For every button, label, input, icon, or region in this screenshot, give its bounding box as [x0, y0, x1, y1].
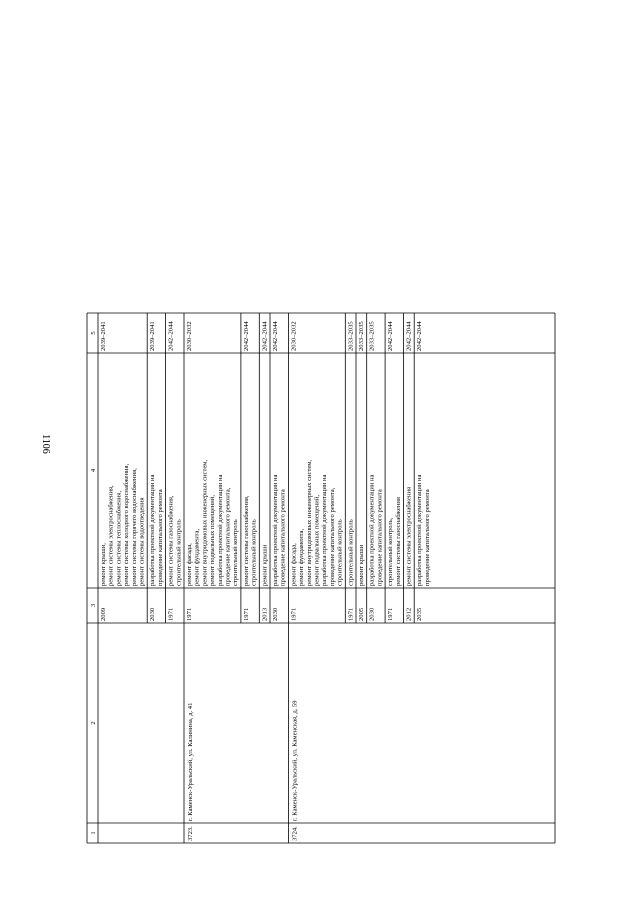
works-line: ремонт системы теплоснабжения,	[115, 491, 123, 586]
works-line: строительный контроль	[347, 519, 355, 586]
works-line: ремонт системы газоснабжения,	[242, 495, 250, 586]
works-line: ремонт внутридомовых инженерных систем,	[201, 459, 209, 586]
works-line: ремонт фасада,	[290, 543, 298, 586]
year-cell: 2013	[261, 607, 269, 621]
year-cell: 2035	[416, 607, 424, 621]
page-number: 1106	[40, 434, 51, 454]
works-line: разработка проектной документации на	[368, 474, 376, 586]
works-line: разработка проектной документации на	[149, 474, 157, 586]
works-line: ремонт системы газоснабжения	[394, 497, 402, 586]
works-line: ремонт внутридомовых инженерных систем,	[305, 459, 313, 586]
year-cell: 2030	[149, 607, 157, 621]
period-cell: 2042–2044	[261, 321, 269, 351]
works-line: строительный контроль	[175, 519, 183, 586]
header-cell-3: 3	[90, 603, 97, 608]
period-cell: 2042–2044	[405, 321, 413, 351]
works-line: разработка проектной документации на	[416, 474, 424, 586]
works-line: ремонт фундамента,	[298, 528, 306, 586]
year-cell: 1971	[242, 607, 250, 621]
year-cell: 2012	[405, 607, 413, 621]
period-cell: 2042–2044	[242, 321, 250, 351]
year-cell: 1971	[290, 607, 298, 621]
works-line: ремонт системы водоотведения	[138, 497, 146, 586]
works-line: ремонт подвальных помещений,	[313, 495, 321, 586]
works-line: строительный контроль	[250, 519, 258, 586]
year-cell: 2005	[358, 607, 365, 621]
period-cell: 2039–2041	[100, 321, 107, 351]
year-cell: 2030	[272, 607, 279, 621]
row-address: г. Каменск-Уральский, ул. Калинина, д. 41	[187, 702, 194, 821]
period-cell: 2042–2044	[387, 321, 395, 351]
row-number: 3724.	[291, 826, 299, 841]
year-cell: 1971	[186, 607, 193, 621]
header-cell-4: 4	[90, 468, 97, 473]
works-line: ремонт крыши	[261, 544, 269, 586]
year-cell: 2030	[368, 607, 376, 621]
works-line: проведение капитального ремонта	[156, 489, 164, 586]
works-line: строительный контроль,	[387, 517, 395, 586]
works-line: ремонт системы электроснабжения,	[107, 485, 115, 586]
works-line: разработка проектной документации на	[272, 474, 279, 586]
header-cell-5: 5	[90, 331, 97, 335]
period-cell: 2030–2032	[290, 321, 298, 351]
period-cell: 2042–2044	[272, 321, 279, 351]
works-line: проведение капитального ремонта,	[224, 487, 232, 586]
year-cell: 1971	[347, 607, 355, 621]
works-line: разработка проектной документации на	[216, 474, 224, 586]
works-line: разработка проектной документации на	[321, 474, 329, 586]
works-line: ремонт фундамента,	[193, 528, 201, 586]
works-line: ремонт фасада,	[186, 543, 193, 586]
works-line: ремонт крыши,	[100, 543, 107, 586]
year-cell: 1971	[387, 607, 395, 621]
works-line: проведение капитального ремонта	[423, 489, 431, 586]
works-line: ремонт системы электроснабжения	[405, 486, 413, 586]
header-cell-2: 2	[90, 721, 97, 725]
year-cell: 1971	[167, 607, 175, 621]
year-cell: 2009	[100, 607, 107, 621]
works-line: проведение капитального ремонта,	[328, 487, 336, 586]
works-line: ремонт системы холодного водоснабжения,	[123, 463, 131, 586]
row-address: г. Каменск-Уральский, ул. Каменская, д. 59	[291, 700, 299, 821]
works-line: ремонт подвальных помещений,	[209, 495, 217, 586]
works-line: ремонт крыши	[358, 544, 365, 586]
period-cell: 2033–2035	[347, 321, 355, 351]
header-cell-1: 1	[90, 831, 97, 835]
period-cell: 2033–2035	[368, 321, 376, 351]
works-line: строительный контроль	[336, 519, 344, 586]
works-line: ремонт системы газоснабжения,	[167, 495, 175, 586]
period-cell: 2042–2044	[416, 321, 424, 351]
period-cell: 2042–2044	[167, 321, 175, 351]
period-cell: 2030–2032	[186, 321, 193, 351]
table-body	[87, 313, 555, 843]
works-line: проведение капитального ремонта	[279, 489, 287, 586]
works-line: строительный контроль	[232, 519, 240, 586]
period-cell: 2033–2035	[358, 321, 365, 351]
works-line: ремонт системы горячего водоснабжения,	[130, 468, 138, 586]
works-line: проведение капитального ремонта	[376, 489, 384, 586]
row-number: 3723.	[187, 826, 194, 841]
period-cell: 2039–2041	[149, 321, 157, 351]
